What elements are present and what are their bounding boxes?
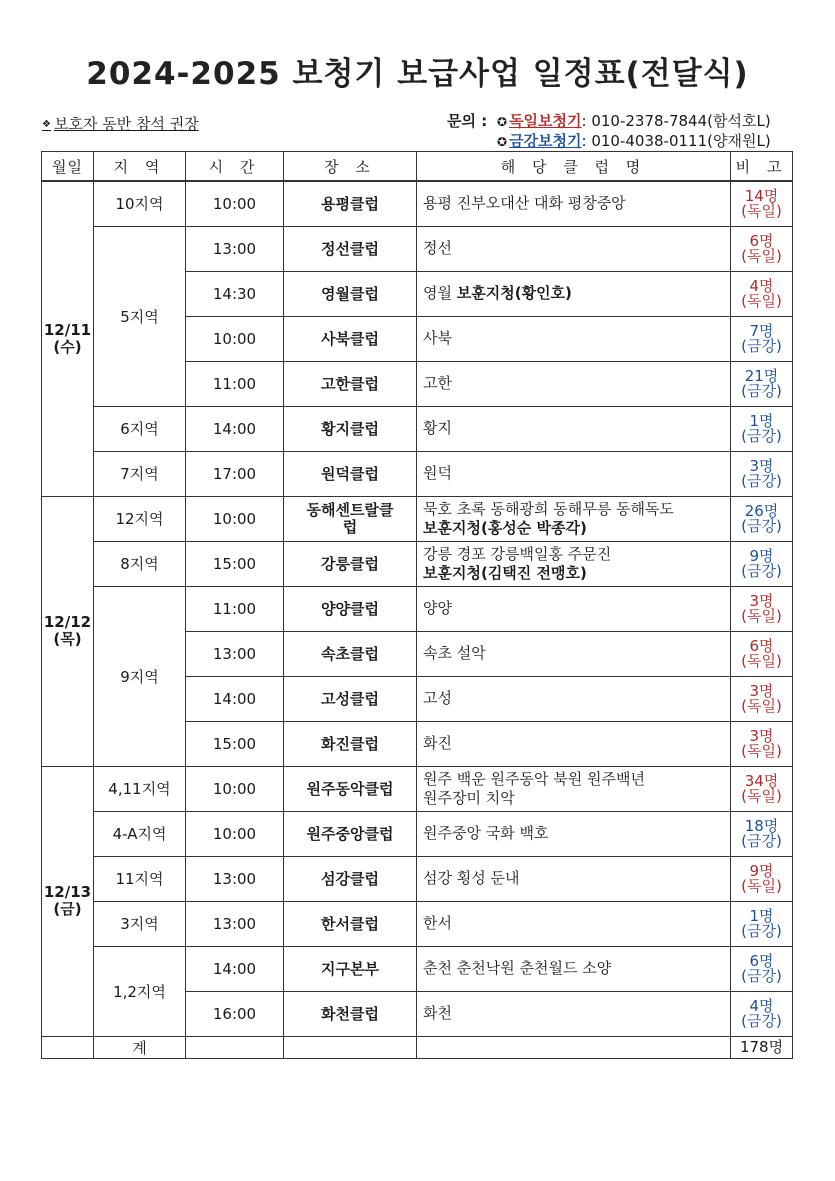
clubs-cell [417,631,731,676]
date-weekday: (금) [53,900,82,918]
place-cell [284,361,417,406]
clubs-cell [417,451,731,496]
remark-count: 1명 [749,411,774,430]
clubs-cell [417,811,731,856]
header-date: 월일 [42,152,94,182]
place-name: 고한클럽 [321,375,379,393]
table-row [42,496,793,541]
clubs-text: 강릉 경포 강릉백일홍 주문진 [423,544,612,563]
place-cell [284,496,417,541]
header-region: 지 역 [94,152,186,182]
place-name: 속초클럽 [321,645,379,663]
time-cell: 14:30 [186,271,284,316]
remark-cell [731,856,793,901]
clubs-text: 고성 [423,689,452,707]
place-cell [284,316,417,361]
place-name: 영월클럽 [321,285,379,303]
time-cell: 16:00 [186,991,284,1036]
table-header-row [42,152,793,182]
place-name: 용평클럽 [321,195,379,214]
time-cell: 10:00 [186,316,284,361]
remark-cell [731,946,793,991]
clubs-text: 양양 [423,599,452,617]
table-row [42,856,793,901]
remark-cell [731,676,793,721]
remark-cell [731,406,793,451]
remark-count: 6명 [749,951,774,970]
place-name: 사북클럽 [321,330,379,348]
time-cell: 14:00 [186,406,284,451]
clubs-text: 정선 [423,239,452,257]
remark-count: 3명 [749,681,774,700]
clubs-cell [417,766,731,811]
remark-cell [731,271,793,316]
remark-count: 26명 [744,501,779,520]
table-row [42,451,793,496]
note-text: 보호자 동반 참석 권장 [53,115,199,133]
region-cell: 11지역 [94,856,186,901]
remark-cell [731,361,793,406]
clubs-text: 속초 설악 [423,644,486,662]
remark-cell [731,766,793,811]
time-cell: 10:00 [186,766,284,811]
header-place: 장 소 [284,152,417,182]
contact-phone: : 010-4038-0111(양재원L) [581,132,771,150]
remark-count: 1명 [749,906,774,925]
time-cell: 11:00 [186,586,284,631]
contact-name: 금강보청기 [509,132,582,150]
remark-brand: (금강) [741,516,782,535]
clubs-text: 영월 [423,284,452,302]
contact-label: 문의 : [447,112,488,130]
page-title: 2024-2025 보청기 보급사업 일정표(전달식) [86,56,749,92]
circle-star-icon: ✪ [497,115,508,129]
place-cell [284,991,417,1036]
remark-cell [731,631,793,676]
clubs-text: 황지 [423,419,452,437]
total-row [42,1036,793,1058]
clubs-cell [417,721,731,766]
remark-brand: (독일) [741,291,782,310]
schedule-table [41,151,793,1059]
remark-count: 34명 [744,771,779,790]
place-name: 화천클럽 [321,1005,379,1023]
time-cell: 15:00 [186,721,284,766]
clubs-text-line2: 원주장미 치악 [423,788,515,807]
remark-brand: (독일) [741,201,782,220]
clubs-text: 고한 [423,374,452,392]
remark-brand: (독일) [741,606,782,625]
place-cell [284,406,417,451]
table-row [42,901,793,946]
place-cell [284,901,417,946]
clubs-cell [417,361,731,406]
place-cell [284,586,417,631]
clubs-text: 사북 [423,329,452,347]
date-day: 12/12 [43,613,92,631]
place-name: 황지클럽 [321,420,379,438]
remark-count: 3명 [749,591,774,610]
clubs-cell [417,856,731,901]
remark-count: 6명 [749,231,774,250]
region-cell: 4,11지역 [94,766,186,811]
place-cell [284,451,417,496]
remark-cell [731,496,793,541]
total-label: 계 [94,1036,186,1058]
date-weekday: (수) [53,337,82,356]
table-row [42,541,793,586]
place-name: 원덕클럽 [321,465,379,483]
time-cell: 14:00 [186,676,284,721]
place-cell [284,541,417,586]
region-cell: 7지역 [94,451,186,496]
remark-brand: (독일) [741,246,782,265]
remark-count: 14명 [744,186,779,205]
table-row [42,406,793,451]
clubs-text: 용평 진부오대산 대화 평창중앙 [423,194,626,213]
clubs-text: 묵호 초록 동해광희 동해무릉 동해독도 [423,499,674,518]
clubs-bold-text: 보훈지청(김택진 전맹호) [423,563,587,582]
clubs-cell [417,406,731,451]
header-clubs: 해 당 클 럽 명 [417,152,731,182]
region-cell: 3지역 [94,901,186,946]
header-time: 시 간 [186,152,284,182]
clubs-cell [417,991,731,1036]
total-value: 178명 [731,1036,793,1058]
table-row [42,181,793,226]
remark-cell [731,991,793,1036]
clubs-cell [417,181,731,226]
place-cell [284,856,417,901]
place-name: 원주동악클럽 [306,780,394,798]
place-name: 강릉클럽 [321,555,379,573]
remark-brand: (금강) [741,336,782,355]
remark-count: 3명 [749,456,774,475]
time-cell: 15:00 [186,541,284,586]
date-weekday: (목) [53,630,82,648]
place-name: 섬강클럽 [321,870,379,888]
clubs-cell [417,226,731,271]
time-cell: 13:00 [186,631,284,676]
remark-cell [731,541,793,586]
place-name: 고성클럽 [321,690,379,708]
region-cell: 10지역 [94,181,186,226]
clubs-cell [417,496,731,541]
clubs-text: 한서 [423,914,452,932]
circle-star-icon: ✪ [497,135,508,149]
contact-name: 독일보청기 [509,112,582,130]
remark-brand: (금강) [741,921,782,940]
remark-count: 9명 [749,861,774,880]
contact-phone: : 010-2378-7844(함석호L) [581,112,771,130]
remark-brand: (독일) [741,741,782,760]
remark-count: 4명 [749,276,774,295]
place-name: 양양클럽 [321,600,379,618]
remark-count: 3명 [749,726,774,745]
place-name: 원주중앙클럽 [306,825,394,843]
attendance-note [42,113,199,134]
table-row [42,226,793,271]
clubs-bold-text: 보훈지청(황인호) [456,284,572,302]
clubs-cell [417,541,731,586]
table-row [42,811,793,856]
table-row [42,946,793,991]
header-remark: 비 고 [731,152,793,182]
clubs-cell [417,901,731,946]
remark-cell [731,226,793,271]
remark-brand: (금강) [741,381,782,400]
place-cell [284,811,417,856]
time-cell: 13:00 [186,226,284,271]
place-cell [284,946,417,991]
remark-brand: (금강) [741,1011,782,1030]
region-cell: 8지역 [94,541,186,586]
region-cell: 9지역 [94,586,186,766]
clubs-text: 화진 [423,734,452,752]
remark-cell [731,181,793,226]
region-cell: 1,2지역 [94,946,186,1036]
time-cell: 11:00 [186,361,284,406]
remark-count: 4명 [749,996,774,1015]
remark-brand: (금강) [741,561,782,580]
remark-brand: (독일) [741,786,782,805]
remark-cell [731,901,793,946]
clubs-cell [417,946,731,991]
clubs-cell [417,316,731,361]
clubs-cell [417,271,731,316]
clubs-bold-text: 보훈지청(홍성순 박종각) [423,518,587,537]
remark-brand: (금강) [741,471,782,490]
clubs-text: 춘천 춘천낙원 춘천월드 소양 [423,959,612,977]
time-cell: 10:00 [186,181,284,226]
region-cell: 4-A지역 [94,811,186,856]
remark-brand: (독일) [741,876,782,895]
date-cell [42,496,94,766]
place-name: 동해센트랄클럽 [306,500,394,536]
time-cell: 14:00 [186,946,284,991]
remark-brand: (금강) [741,426,782,445]
clubs-text: 원주중앙 국화 백호 [423,824,549,842]
place-cell [284,226,417,271]
remark-cell [731,586,793,631]
remark-cell [731,811,793,856]
place-name: 한서클럽 [321,915,379,933]
place-name: 화진클럽 [321,735,379,753]
remark-cell [731,316,793,361]
clubs-text: 원덕 [423,464,452,482]
time-cell: 13:00 [186,856,284,901]
contact-line-1 [447,111,771,131]
clubs-text: 화천 [423,1004,452,1022]
place-cell [284,721,417,766]
remark-brand: (독일) [741,696,782,715]
time-cell: 13:00 [186,901,284,946]
table-row [42,766,793,811]
place-cell [284,676,417,721]
date-day: 12/11 [43,320,92,339]
remark-count: 6명 [749,636,774,655]
clubs-cell [417,676,731,721]
region-cell: 6지역 [94,406,186,451]
place-cell [284,181,417,226]
date-day: 12/13 [43,883,92,901]
place-cell [284,271,417,316]
clubs-cell [417,586,731,631]
remark-count: 7명 [749,321,774,340]
diamond-bullet-icon: ❖ [42,119,51,130]
place-name: 지구본부 [321,960,379,978]
contact-info [447,111,771,151]
remark-brand: (금강) [741,966,782,985]
remark-cell [731,721,793,766]
remark-count: 9명 [749,546,774,565]
time-cell: 10:00 [186,496,284,541]
clubs-text: 섬강 횡성 둔내 [423,869,520,887]
time-cell: 10:00 [186,811,284,856]
region-cell: 12지역 [94,496,186,541]
table-row [42,586,793,631]
place-name: 정선클럽 [321,240,379,258]
remark-cell [731,451,793,496]
contact-line-2 [447,131,771,151]
remark-brand: (독일) [741,651,782,670]
remark-count: 18명 [744,816,779,835]
place-cell [284,631,417,676]
date-cell [42,766,94,1036]
place-cell [284,766,417,811]
clubs-text: 원주 백운 원주동악 북원 원주백년 [423,769,645,788]
time-cell: 17:00 [186,451,284,496]
region-cell: 5지역 [94,226,186,406]
date-cell [42,181,94,496]
remark-brand: (금강) [741,831,782,850]
remark-count: 21명 [744,366,779,385]
